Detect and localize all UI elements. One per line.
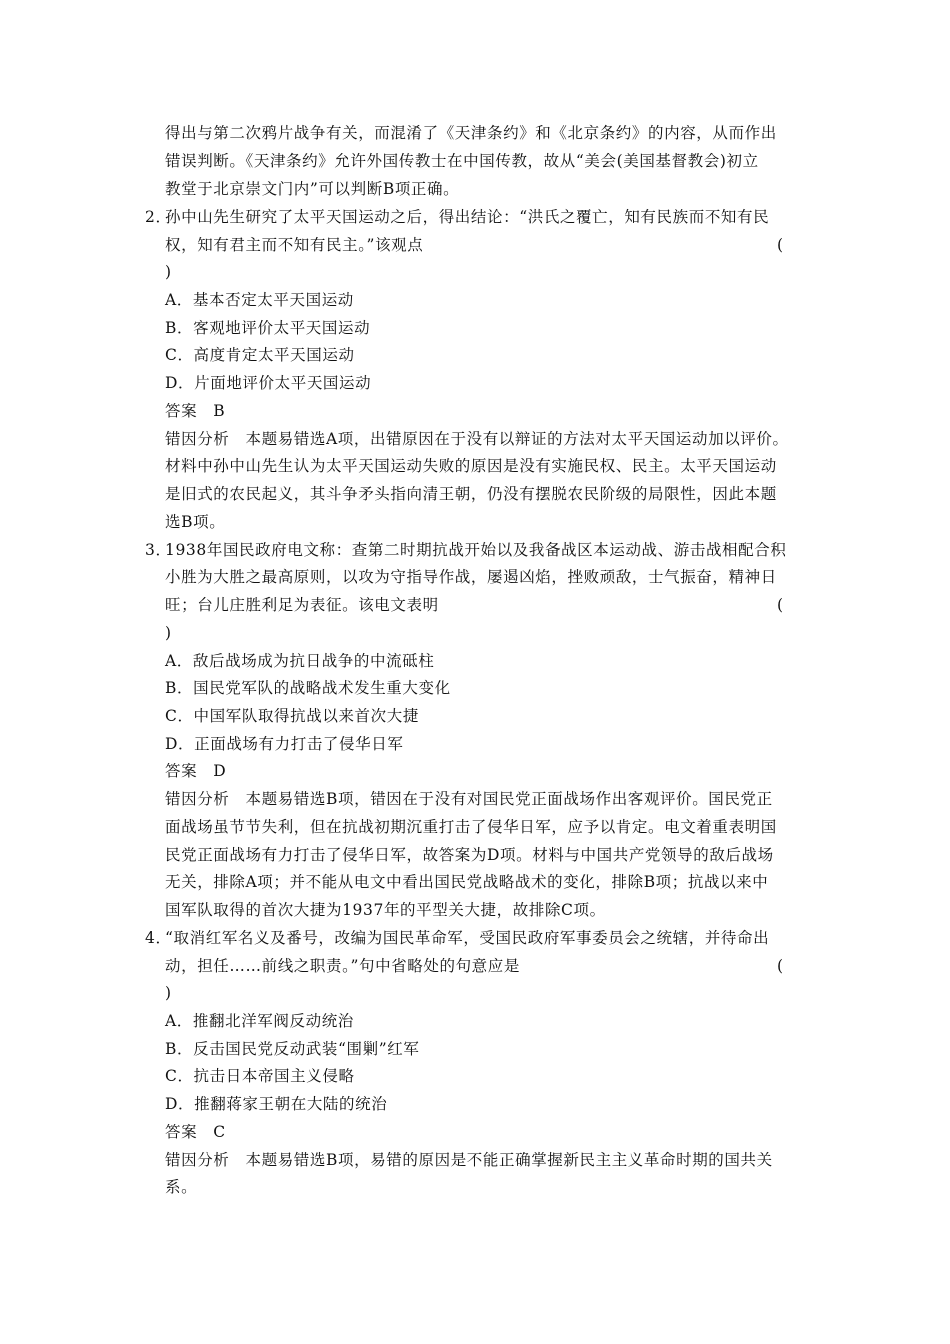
question-3-number: 3．	[145, 541, 172, 559]
question-2-analysis-line: 材料中孙中山先生认为太平天国运动失败的原因是没有实施民权、民主。太平天国运动	[165, 457, 777, 475]
intro-analysis-line: 错误判断。《天津条约》允许外国传教士在中国传教，故从“美会(美国基督教会)初立	[165, 152, 759, 170]
intro-analysis-line: 教堂于北京崇文门内”可以判断B项正确。	[165, 180, 460, 198]
question-2-option-c: C．高度肯定太平天国运动	[165, 346, 355, 364]
question-3-stem: 小胜为大胜之最高原则，以攻为守指导作战，屡遏凶焰，挫败顽敌，士气振奋，精神日	[165, 568, 777, 586]
question-3-answer: 答案 D	[165, 762, 227, 780]
question-4-stem: “取消红军名义及番号，改编为国民革命军，受国民政府军事委员会之统辖，并待命出	[165, 929, 770, 947]
question-2-number: 2．	[145, 208, 172, 226]
question-2-answer: 答案 B	[165, 402, 226, 420]
question-2-stem: 权，知有君主而不知有民主。”该观点	[165, 236, 424, 254]
question-2-option-b: B．客观地评价太平天国运动	[165, 319, 371, 337]
question-2-option-d: D．片面地评价太平天国运动	[165, 374, 372, 392]
question-4-stem: 动，担任……前线之职责。”句中省略处的句意应是	[165, 957, 520, 975]
question-4-analysis-line: 系。	[165, 1178, 198, 1196]
question-2-answer-paren-close: )	[165, 263, 172, 281]
intro-analysis-line: 得出与第二次鸦片战争有关，而混淆了《天津条约》和《北京条约》的内容，从而作出	[165, 124, 777, 142]
question-3-analysis-line: 错因分析 本题易错选B项，错因在于没有对国民党正面战场作出客观评价。国民党正	[165, 790, 773, 808]
question-4-option-b: B．反击国民党反动武装“围剿”红军	[165, 1040, 420, 1058]
question-4-option-a: A．推翻北洋军阀反动统治	[165, 1012, 354, 1030]
question-4-option-d: D．推翻蒋家王朝在大陆的统治	[165, 1095, 388, 1113]
question-4-answer: 答案 C	[165, 1123, 226, 1141]
question-4-answer-paren-open: (	[777, 957, 784, 975]
question-3-option-d: D．正面战场有力打击了侵华日军	[165, 735, 404, 753]
question-3-option-a: A．敌后战场成为抗日战争的中流砥柱	[165, 652, 435, 670]
question-3-stem: 旺；台儿庄胜利足为表征。该电文表明	[165, 596, 439, 614]
question-3-option-c: C．中国军队取得抗战以来首次大捷	[165, 707, 419, 725]
question-2-analysis-line: 选B项。	[165, 513, 226, 531]
question-2-analysis-line: 错因分析 本题易错选A项，出错原因在于没有以辩证的方法对太平天国运动加以评价。	[165, 430, 789, 448]
question-4-analysis-line: 错因分析 本题易错选B项，易错的原因是不能正确掌握新民主主义革命时期的国共关	[165, 1151, 773, 1169]
question-4-number: 4．	[145, 929, 172, 947]
question-4-answer-paren-close: )	[165, 984, 172, 1002]
question-4-option-c: C．抗击日本帝国主义侵略	[165, 1067, 355, 1085]
question-2-answer-paren-open: (	[777, 236, 784, 254]
question-2-analysis-line: 是旧式的农民起义，其斗争矛头指向清王朝，仍没有摆脱农民阶级的局限性，因此本题	[165, 485, 777, 503]
question-3-option-b: B．国民党军队的战略战术发生重大变化	[165, 679, 451, 697]
question-2-option-a: A．基本否定太平天国运动	[165, 291, 354, 309]
question-3-analysis-line: 国军队取得的首次大捷为1937年的平型关大捷，故排除C项。	[165, 901, 606, 919]
question-3-analysis-line: 面战场虽节节失利，但在抗战初期沉重打击了侵华日军，应予以肯定。电文着重表明国	[165, 818, 777, 836]
question-3-analysis-line: 民党正面战场有力打击了侵华日军，故答案为D项。材料与中国共产党领导的敌后战场	[165, 846, 774, 864]
question-3-stem: 1938年国民政府电文称：查第二时期抗战开始以及我备战区本运动战、游击战相配合积	[165, 541, 787, 559]
question-3-answer-paren-open: (	[777, 596, 784, 614]
question-3-analysis-line: 无关，排除A项；并不能从电文中看出国民党战略战术的变化，排除B项；抗战以来中	[165, 873, 769, 891]
question-2-stem: 孙中山先生研究了太平天国运动之后，得出结论：“洪氏之覆亡，知有民族而不知有民	[165, 208, 770, 226]
question-3-answer-paren-close: )	[165, 624, 172, 642]
